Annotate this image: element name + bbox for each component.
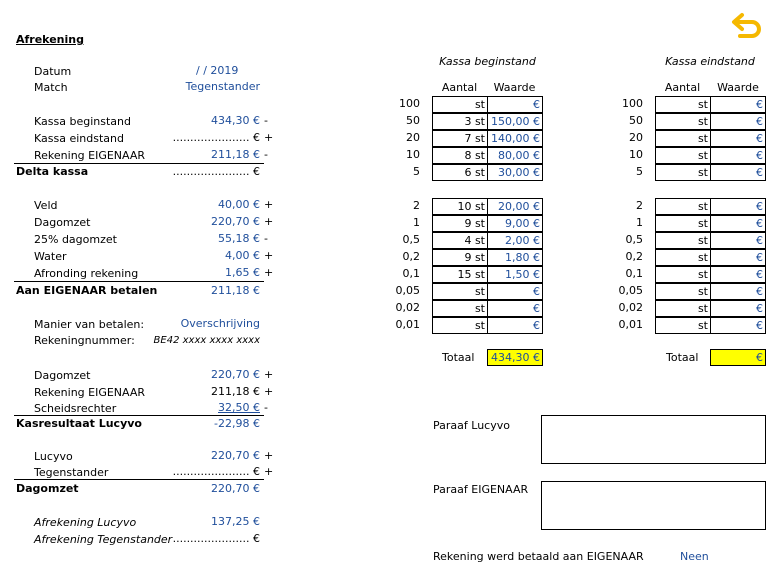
aantal-cell[interactable]: st <box>655 96 711 113</box>
match-value[interactable]: Tegenstander <box>185 80 260 93</box>
aantal-cell[interactable]: st <box>655 113 711 130</box>
afronding-value: 1,65 € <box>225 266 260 279</box>
kasresultaat-label: Kasresultaat Lucyvo <box>16 417 142 430</box>
waarde-cell: € <box>487 317 543 334</box>
kassa-eind-heading: Kassa eindstand <box>665 55 755 68</box>
waarde-cell: 150,00 € <box>487 113 543 130</box>
waarde-cell: € <box>710 113 766 130</box>
denomination-label: 0,1 <box>402 267 420 280</box>
waarde-cell: € <box>710 147 766 164</box>
denomination-label: 5 <box>413 165 420 178</box>
col-aantal: Aantal <box>441 81 478 94</box>
aantal-cell[interactable]: 3 st <box>432 113 488 130</box>
kassa-eind-sign: + <box>264 131 274 144</box>
denomination-label: 0,2 <box>402 250 420 263</box>
delta-label: Delta kassa <box>16 165 89 178</box>
denomination-label: 0,05 <box>395 284 420 297</box>
waarde-cell: € <box>487 300 543 317</box>
dagomzet2-sign: + <box>264 368 274 381</box>
waarde-cell: 9,00 € <box>487 215 543 232</box>
aantal-cell[interactable]: 15 st <box>432 266 488 283</box>
aantal-cell[interactable]: 9 st <box>432 215 488 232</box>
dagomzet3-label: Dagomzet <box>16 482 79 495</box>
aantal-cell[interactable]: st <box>655 232 711 249</box>
manier-value[interactable]: Overschrijving <box>180 317 260 330</box>
denomination-label: 0,05 <box>618 284 643 297</box>
divider <box>14 479 264 480</box>
veld-sign: + <box>264 198 274 211</box>
afr-lucyvo-value: 137,25 € <box>211 515 260 528</box>
rekening2-value: 211,18 € <box>211 385 260 398</box>
waarde-cell: € <box>710 317 766 334</box>
aantal-cell[interactable]: st <box>432 317 488 334</box>
col-waarde: Waarde <box>717 81 759 94</box>
tegen-value: ...................... € <box>172 465 260 478</box>
dagomzet2-label: Dagomzet <box>34 369 91 382</box>
lucyvo-sign: + <box>264 449 274 462</box>
waarde-cell: € <box>710 283 766 300</box>
aantal-cell[interactable]: st <box>432 283 488 300</box>
denomination-label: 0,01 <box>618 318 643 331</box>
tegen-sign: + <box>264 465 274 478</box>
aantal-cell[interactable]: st <box>655 283 711 300</box>
reknr-label: Rekeningnummer: <box>34 334 135 347</box>
aan-label: Aan EIGENAAR betalen <box>16 284 158 297</box>
afronding-label: Afronding rekening <box>34 267 139 280</box>
waarde-cell: 1,80 € <box>487 249 543 266</box>
dagomzet3-value: 220,70 € <box>211 482 260 495</box>
aantal-cell[interactable]: st <box>655 130 711 147</box>
water-label: Water <box>34 250 67 263</box>
dagomzet-sign: + <box>264 215 274 228</box>
denomination-label: 5 <box>636 165 643 178</box>
rekening-label: Rekening EIGENAAR <box>34 149 146 162</box>
manier-label: Manier van betalen: <box>34 318 145 331</box>
kassa-eind-value: ...................... € <box>172 131 260 144</box>
denomination-label: 50 <box>629 114 643 127</box>
waarde-cell: 30,00 € <box>487 164 543 181</box>
afr-tegen-label: Afrekening Tegenstander <box>34 533 173 546</box>
pct-value: 55,18 € <box>218 232 260 245</box>
kasresultaat-value: -22,98 € <box>214 417 260 430</box>
pct-sign: - <box>264 232 268 245</box>
betaald-label: Rekening werd betaald aan EIGENAAR <box>433 550 644 563</box>
water-sign: + <box>264 249 274 262</box>
waarde-cell: 140,00 € <box>487 130 543 147</box>
datum-value[interactable]: / / 2019 <box>196 64 239 77</box>
waarde-cell: € <box>710 249 766 266</box>
denomination-label: 0,2 <box>625 250 643 263</box>
denomination-label: 10 <box>629 148 643 161</box>
aantal-cell[interactable]: st <box>655 164 711 181</box>
dagomzet-label: Dagomzet <box>34 216 91 229</box>
waarde-cell: € <box>710 232 766 249</box>
scheids-value[interactable]: 32,50 € <box>218 401 260 414</box>
waarde-cell: € <box>710 96 766 113</box>
waarde-cell: € <box>710 130 766 147</box>
denomination-label: 0,1 <box>625 267 643 280</box>
aantal-cell[interactable]: st <box>655 147 711 164</box>
waarde-cell: 1,50 € <box>487 266 543 283</box>
aantal-cell[interactable]: 6 st <box>432 164 488 181</box>
dagomzet2-value: 220,70 € <box>211 368 260 381</box>
kassa-begin-sign: - <box>264 114 268 127</box>
aan-value: 211,18 € <box>211 284 260 297</box>
afr-lucyvo-label: Afrekening Lucyvo <box>34 516 137 529</box>
totaal-value: € <box>710 349 766 366</box>
kassa-begin-heading: Kassa beginstand <box>439 55 536 68</box>
page-title: Afrekening <box>16 33 84 46</box>
scheids-label: Scheidsrechter <box>34 402 117 415</box>
aantal-cell[interactable]: st <box>432 300 488 317</box>
waarde-cell: 80,00 € <box>487 147 543 164</box>
paraaf-eigenaar-label: Paraaf EIGENAAR <box>433 483 529 496</box>
paraaf-lucyvo-box[interactable] <box>541 415 766 464</box>
datum-label: Datum <box>34 65 72 78</box>
rekening-sign: - <box>264 148 268 161</box>
aantal-cell[interactable]: st <box>655 300 711 317</box>
aantal-cell[interactable]: st <box>655 317 711 334</box>
scheids-sign: - <box>264 401 268 414</box>
divider <box>14 281 264 282</box>
reknr-value: BE42 xxxx xxxx xxxx <box>153 335 260 346</box>
veld-label: Veld <box>34 199 58 212</box>
denomination-label: 0,02 <box>618 301 643 314</box>
aantal-cell[interactable]: st <box>655 266 711 283</box>
waarde-cell: € <box>487 283 543 300</box>
lucyvo-label: Lucyvo <box>34 450 73 463</box>
denomination-label: 100 <box>622 97 643 110</box>
waarde-cell: € <box>710 164 766 181</box>
totaal-value: 434,30 € <box>487 349 543 366</box>
kassa-begin-label: Kassa beginstand <box>34 115 131 128</box>
waarde-cell: 2,00 € <box>487 232 543 249</box>
aantal-cell[interactable]: st <box>655 215 711 232</box>
totaal-label: Totaal <box>442 351 475 364</box>
denomination-label: 1 <box>413 216 420 229</box>
waarde-cell: € <box>710 198 766 215</box>
water-value: 4,00 € <box>225 249 260 262</box>
denomination-label: 2 <box>636 199 643 212</box>
denomination-label: 10 <box>406 148 420 161</box>
waarde-cell: 20,00 € <box>487 198 543 215</box>
lucyvo-value: 220,70 € <box>211 449 260 462</box>
rekening2-label: Rekening EIGENAAR <box>34 386 146 399</box>
paraaf-eigenaar-box[interactable] <box>541 481 766 530</box>
denomination-label: 100 <box>399 97 420 110</box>
aantal-cell[interactable]: 8 st <box>432 147 488 164</box>
aantal-cell[interactable]: st <box>655 249 711 266</box>
aantal-cell[interactable]: st <box>432 96 488 113</box>
aantal-cell[interactable]: 10 st <box>432 198 488 215</box>
kassa-eind-label: Kassa eindstand <box>34 132 124 145</box>
col-waarde: Waarde <box>493 81 536 94</box>
denomination-label: 0,01 <box>395 318 420 331</box>
denomination-label: 0,5 <box>402 233 420 246</box>
delta-value: ...................... € <box>172 165 260 178</box>
waarde-cell: € <box>710 300 766 317</box>
match-label: Match <box>34 81 68 94</box>
rekening2-sign: + <box>264 385 274 398</box>
aantal-cell[interactable]: 7 st <box>432 130 488 147</box>
denomination-label: 20 <box>629 131 643 144</box>
denomination-label: 50 <box>406 114 420 127</box>
veld-value: 40,00 € <box>218 198 260 211</box>
paraaf-lucyvo-label: Paraaf Lucyvo <box>433 419 510 432</box>
afr-tegen-value: ...................... € <box>172 532 260 545</box>
col-aantal: Aantal <box>664 81 701 94</box>
tegen-label: Tegenstander <box>34 466 109 479</box>
aantal-cell[interactable]: 9 st <box>432 249 488 266</box>
waarde-cell: € <box>710 266 766 283</box>
dagomzet-value: 220,70 € <box>211 215 260 228</box>
kassa-begin-value: 434,30 € <box>211 114 260 127</box>
aantal-cell[interactable]: st <box>655 198 711 215</box>
waarde-cell: € <box>487 96 543 113</box>
pct-label: 25% dagomzet <box>34 233 117 246</box>
totaal-label: Totaal <box>666 351 699 364</box>
afronding-sign: + <box>264 266 274 279</box>
betaald-value[interactable]: Neen <box>680 550 709 563</box>
rekening-value: 211,18 € <box>211 148 260 161</box>
denomination-label: 20 <box>406 131 420 144</box>
denomination-label: 0,5 <box>625 233 643 246</box>
denomination-label: 0,02 <box>395 301 420 314</box>
denomination-label: 1 <box>636 216 643 229</box>
aantal-cell[interactable]: 4 st <box>432 232 488 249</box>
denomination-label: 2 <box>413 199 420 212</box>
undo-arrow-icon[interactable] <box>730 12 764 38</box>
waarde-cell: € <box>710 215 766 232</box>
